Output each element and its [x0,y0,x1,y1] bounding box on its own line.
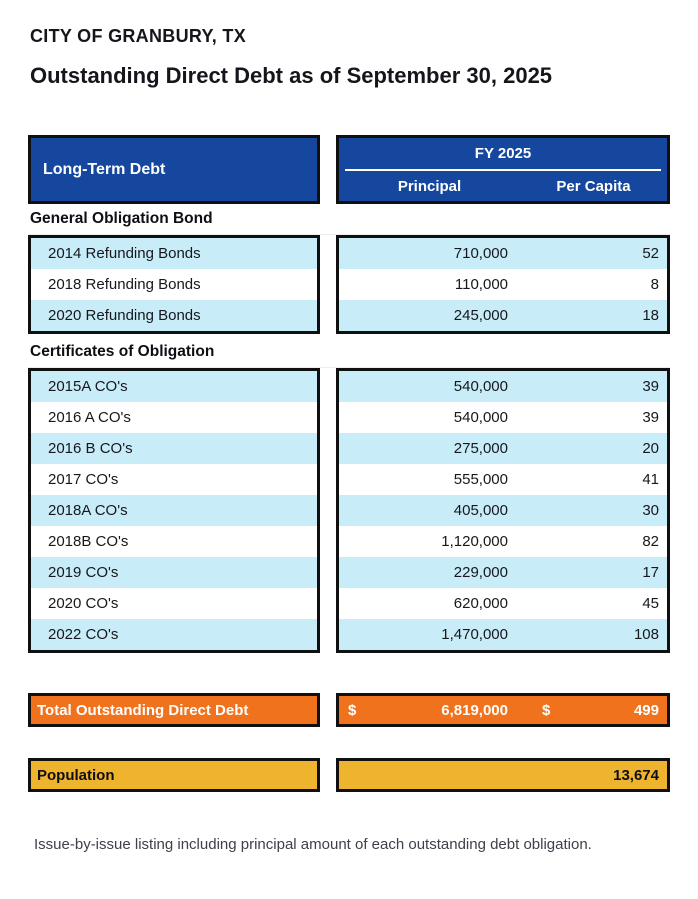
table-row [339,526,667,557]
total-principal-cell [339,702,520,719]
per-capita-value: 52 [642,245,659,262]
debt-issue-name: 2016 A CO's [48,409,131,426]
fiscal-year-label: FY 2025 [474,145,532,162]
table-row [339,300,667,331]
page-title: CITY OF GRANBURY, TX [30,26,247,46]
principal-value: 245,000 [453,307,508,324]
debt-issue-name: 2020 CO's [48,595,119,612]
table-sections [28,204,670,653]
table-row [339,557,667,588]
per-capita-value: 18 [642,307,659,324]
principal-value: 229,000 [453,564,508,581]
column-gap [320,235,336,334]
debt-issue-name: 2018 Refunding Bonds [48,276,201,293]
per-capita-value: 30 [642,502,659,519]
total-label: Total Outstanding Direct Debt [28,693,320,727]
table-row [339,464,667,495]
long-term-debt-header: Long-Term Debt [28,135,320,204]
total-per-capita-value: 499 [633,701,659,719]
section-label: Certificates of Obligation [28,336,670,368]
table-row [339,619,667,650]
debt-issue-name: 2018A CO's [48,502,128,519]
debt-issue-name: 2019 CO's [48,564,119,581]
per-capita-value: 108 [633,626,659,643]
table-row [339,269,667,300]
population-band [28,758,670,792]
per-capita-value: 8 [650,276,659,293]
principal-value: 540,000 [453,409,508,426]
debt-issue-name: 2017 CO's [48,471,119,488]
principal-value: 405,000 [453,502,508,519]
debt-issue-name: 2016 B CO's [48,440,133,457]
table-row [31,619,317,650]
column-gap [320,135,336,204]
population-value: 13,674 [336,758,670,792]
section-rows-band [28,235,670,334]
table-header-band [28,135,670,204]
table-row [31,526,317,557]
column-headers-row [339,171,667,201]
debt-issue-name: 2020 Refunding Bonds [48,307,201,324]
table-row [31,238,317,269]
table-row [31,433,317,464]
table-row [339,433,667,464]
per-capita-value: 41 [642,471,659,488]
per-capita-column-header: Per Capita [556,177,631,195]
column-gap [320,693,336,727]
principal-value: 710,000 [453,245,508,262]
table-row [31,588,317,619]
table-row [31,269,317,300]
table-row [31,464,317,495]
table-row [339,371,667,402]
report-page [0,26,698,899]
column-gap [320,368,336,653]
debt-issue-name: 2014 Refunding Bonds [48,245,201,262]
total-values-block [336,693,670,727]
total-principal-value: 6,819,000 [441,701,508,719]
principal-value: 555,000 [453,471,508,488]
row-labels-block [28,235,320,334]
row-labels-block [28,368,320,653]
section-label: General Obligation Bond [28,204,670,235]
table-row [31,557,317,588]
population-label: Population [28,758,320,792]
debt-issue-name: 2018B CO's [48,533,129,550]
per-capita-value: 20 [642,440,659,457]
dollar-sign: $ [348,701,357,719]
section-rows-band [28,368,670,653]
principal-value: 540,000 [453,378,508,395]
table-row [339,238,667,269]
table-row [31,495,317,526]
principal-column-header: Principal [397,177,462,195]
principal-value: 1,470,000 [441,626,508,643]
total-band [28,693,670,727]
fy2025-header-block [336,135,670,204]
total-per-capita-cell [520,702,667,719]
principal-value: 275,000 [453,440,508,457]
debt-issue-name: 2015A CO's [48,378,128,395]
per-capita-value: 82 [642,533,659,550]
column-gap [320,758,336,792]
footnote-text: Issue-by-issue listing including principal amount of each outstanding debt obligation. [34,836,592,853]
debt-table [28,135,670,792]
table-row [339,588,667,619]
per-capita-value: 39 [642,378,659,395]
table-row [31,300,317,331]
per-capita-value: 39 [642,409,659,426]
dollar-sign: $ [542,701,551,719]
row-values-block [336,235,670,334]
debt-issue-name: 2022 CO's [48,626,119,643]
principal-value: 1,120,000 [441,533,508,550]
table-row [31,371,317,402]
table-row [339,402,667,433]
principal-value: 620,000 [453,595,508,612]
row-values-block [336,368,670,653]
per-capita-value: 17 [642,564,659,581]
table-row [31,402,317,433]
principal-value: 110,000 [454,276,508,293]
per-capita-value: 45 [642,595,659,612]
table-row [339,495,667,526]
page-subtitle: Outstanding Direct Debt as of September 30, 2025 [30,63,553,88]
